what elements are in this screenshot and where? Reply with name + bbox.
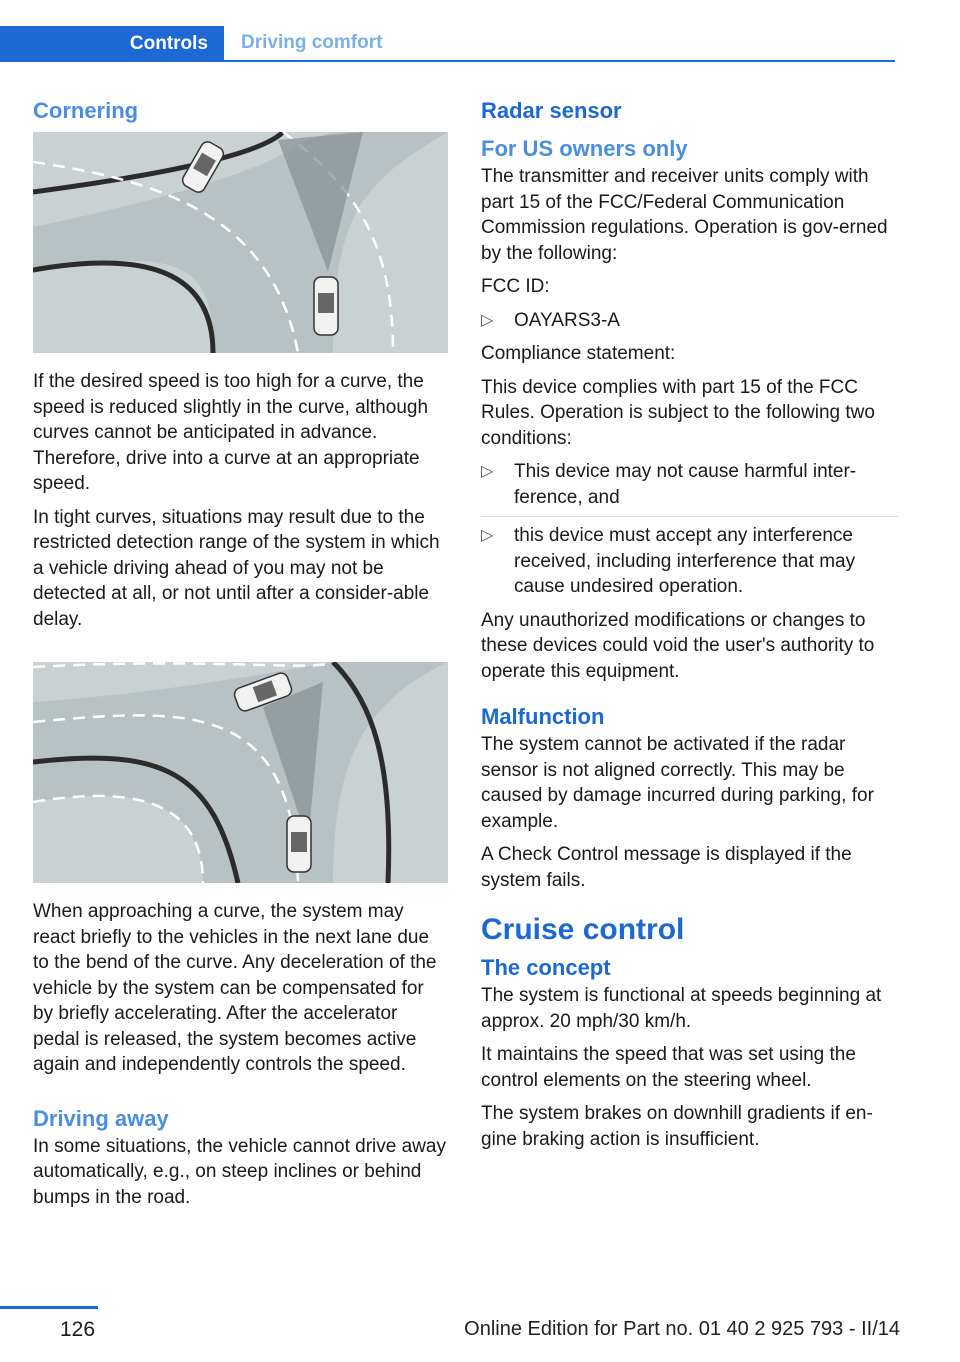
list-item: ▷ OAYARS3-A	[481, 308, 898, 334]
fcc-id-label: FCC ID:	[481, 276, 550, 297]
malfunction-paragraph-1: The system cannot be activated if the radar sensor is not aligned correctly. This may be caused by damage incurred during parking, for example.	[481, 734, 874, 832]
us-owners-heading: For US owners only	[481, 136, 688, 161]
compliance-label: Compliance statement:	[481, 343, 676, 364]
list-item: ▷ this device must accept any interference received, including interference that may cause undesired operation.	[481, 525, 856, 597]
left-column	[33, 98, 448, 1218]
cornering-heading: Cornering	[33, 98, 139, 123]
cornering-illustration-1	[33, 132, 448, 353]
header-tabs	[0, 26, 895, 62]
page-number: 126	[60, 1318, 96, 1341]
bullet-triangle-icon: ▷	[481, 311, 494, 329]
concept-paragraph-3: The system brakes on downhill gradients if en-gine braking action is insufficient.	[481, 1103, 873, 1150]
cornering-paragraph-2: In tight curves, situations may result due to the restricted detection range of the system in which a vehicle driving ahead of you may not be detected at all, or not until after a consider-able delay.	[33, 506, 440, 630]
tab-controls[interactable]: Controls	[0, 26, 224, 62]
compliance-paragraph: This device complies with part 15 of the FCC Rules. Operation is subject to the following two conditions:	[481, 376, 875, 449]
concept-heading: The concept	[481, 955, 611, 980]
malfunction-heading: Malfunction	[481, 704, 605, 729]
car-icon	[287, 816, 311, 872]
driving-away-paragraph: In some situations, the vehicle cannot drive away automatically, e.g., on steep inclines or behind bumps in the road.	[33, 1135, 446, 1208]
driving-away-heading: Driving away	[33, 1105, 169, 1131]
modifications-paragraph: Any unauthorized modifications or changes to these devices could void the user's authority to operate this equipment.	[481, 609, 875, 682]
cornering-paragraph-3: When approaching a curve, the system may react briefly to the vehicles in the next lane due to the bend of the curve. Any deceleration of the vehicle by the system can be compensated for by briefly accelerating. After the accelerator pedal is released, the system becomes active again and independently controls the speed.	[33, 901, 437, 1075]
bullet-triangle-icon: ▷	[481, 527, 494, 544]
cornering-paragraph-1: If the desired speed is too high for a curve, the speed is reduced slightly in the curve, although curves cannot be anticipated in advance. Therefore, drive into a curve at an appropriate speed.	[33, 371, 429, 494]
concept-paragraph-1: The system is functional at speeds beginning at approx. 20 mph/30 km/h.	[481, 985, 882, 1032]
conditions-list	[481, 459, 898, 600]
bullet-triangle-icon: ▷	[481, 463, 494, 480]
tab-driving-comfort[interactable]: Driving comfort	[224, 26, 895, 62]
malfunction-paragraph-2: A Check Control message is displayed if the system fails.	[481, 844, 852, 891]
radar-sensor-heading: Radar sensor	[481, 98, 622, 123]
right-column	[481, 98, 898, 1160]
edition-text: Online Edition for Part no. 01 40 2 925 793 - II/14	[464, 1318, 900, 1340]
fcc-paragraph: The transmitter and receiver units comply with part 15 of the FCC/Federal Communication Commission regulations. Operation is gov-erned by the following:	[481, 166, 888, 264]
car-icon	[314, 277, 338, 335]
concept-paragraph-2: It maintains the speed that was set using the control elements on the steering wheel.	[481, 1044, 856, 1091]
cornering-illustration-2	[33, 662, 448, 883]
cruise-control-heading: Cruise control	[481, 913, 685, 946]
list-item: ▷ This device may not cause harmful inter-ference, and	[481, 459, 898, 517]
footer-divider	[0, 1306, 98, 1309]
fcc-id-list	[481, 308, 898, 334]
